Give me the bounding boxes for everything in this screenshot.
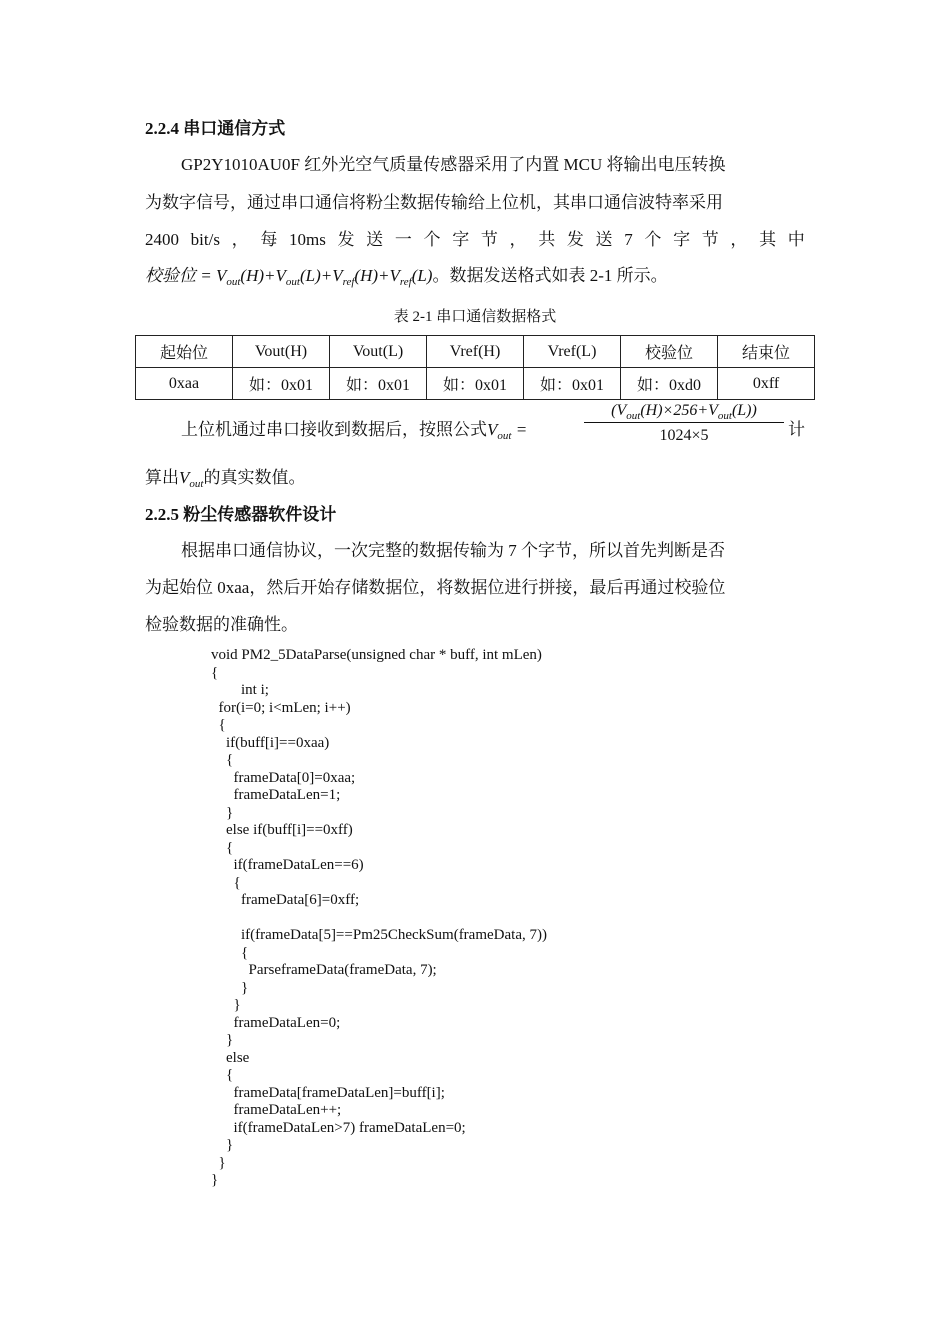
fraction-denominator: 1024×5 xyxy=(659,427,709,444)
word: bit/s xyxy=(190,230,220,249)
vout-variable: $V_{out}$ xyxy=(179,468,204,490)
word: 送 xyxy=(366,230,384,249)
word: ， xyxy=(231,230,249,249)
word: 发 xyxy=(566,230,584,249)
code-listing: void PM2_5DataParse(unsigned char * buff, int mLen) { int i; for(i=0; i<mLen; i++) { if(buff[i]==0xaa) { frameData[0]=0xaa; frameDataLen=1; } else if(buff[i]==0xff) { if(frameDataLen==6) { frameData[6]=0xff; if(frameData[5]==Pm25CheckSum(frameData, 7)) { ParseframeData(frameData, 7); } } frameDataLen=0; } else { frameData[frameDataLen]=buff[i]; frameDataLen++; if(frameDataLen>7) frameDataLen=0; } } } xyxy=(211,647,547,1188)
word: 个 xyxy=(423,230,441,249)
section-heading-2-2-4: 2.2.4 串口通信方式 xyxy=(145,119,286,138)
paragraph-text: 计 xyxy=(788,420,805,439)
word: 其 xyxy=(759,230,777,249)
word: 节 xyxy=(701,230,719,249)
paragraph-line: 根据串口通信协议，一次完整的数据传输为 7 个字节，所以首先判断是否 xyxy=(181,541,725,560)
table-cell: 如：0x01 xyxy=(427,368,524,400)
word: 节 xyxy=(480,230,498,249)
word: 字 xyxy=(673,230,691,249)
table-cell: 如：0x01 xyxy=(330,368,427,400)
justified-paragraph-line xyxy=(145,230,805,250)
paragraph-line: 为数字信号，通过串口通信将粉尘数据传输给上位机，其串口通信波特率采用 xyxy=(145,193,723,212)
word: 2400 xyxy=(145,230,179,249)
paragraph-line: 为起始位 0xaa，然后开始存储数据位，将数据位进行拼接，最后再通过校验位 xyxy=(145,578,726,597)
vout-fraction xyxy=(584,402,784,445)
table-header-cell: Vout(H) xyxy=(233,336,330,368)
word: 字 xyxy=(452,230,470,249)
word: 每 xyxy=(260,230,278,249)
table-header-cell: Vref(L) xyxy=(524,336,621,368)
table-cell: 0xaa xyxy=(136,368,233,400)
word: 一 xyxy=(394,230,412,249)
word: 10ms xyxy=(288,230,326,249)
paragraph-text: 的真实数值。 xyxy=(203,468,306,487)
section-heading-2-2-5: 2.2.5 粉尘传感器软件设计 xyxy=(145,505,337,524)
table-cell: 如：0x01 xyxy=(233,368,330,400)
table-header-cell: 结束位 xyxy=(718,336,815,368)
table-header-cell: Vout(L) xyxy=(330,336,427,368)
paragraph-text: 上位机通过串口接收到数据后，按照公式 xyxy=(181,420,487,439)
paragraph-text: 。数据发送格式如表 2-1 所示。 xyxy=(432,266,668,285)
table-header-cell: Vref(H) xyxy=(427,336,524,368)
table-caption: 表 2-1 串口通信数据格式 xyxy=(393,309,557,325)
word: 共 xyxy=(538,230,556,249)
table-header-cell: 起始位 xyxy=(136,336,233,368)
word: 7 xyxy=(624,230,633,249)
word: 个 xyxy=(644,230,662,249)
table-header-row xyxy=(136,336,815,368)
word: ， xyxy=(730,230,748,249)
vout-formula-lhs: $V_{out}$ = xyxy=(487,420,528,442)
table-header-cell: 校验位 xyxy=(621,336,718,368)
checksum-formula-line xyxy=(145,266,805,286)
table-cell: 如：0x01 xyxy=(524,368,621,400)
word: 送 xyxy=(595,230,613,249)
table-cell: 0xff xyxy=(718,368,815,400)
word: ， xyxy=(509,230,527,249)
paragraph-line: 检验数据的准确性。 xyxy=(145,615,298,634)
data-format-table xyxy=(135,335,815,400)
table-row xyxy=(136,368,815,400)
word: 中 xyxy=(787,230,805,249)
word: 发 xyxy=(337,230,355,249)
paragraph-text: 算出 xyxy=(145,468,179,487)
table-cell: 如：0xd0 xyxy=(621,368,718,400)
fraction-numerator: $(V_{out}(H)\times 256+V_{out}(L))$ xyxy=(584,402,784,423)
checksum-formula: 校验位 = $V_{out}(H)+V_{out}(L)+V_{ref}(H)+V_{ref}(L)$ xyxy=(145,266,433,288)
paragraph-line xyxy=(145,468,805,488)
paragraph-line: GP2Y1010AU0F 红外光空气质量传感器采用了内置 MCU 将输出电压转换 xyxy=(181,155,726,174)
